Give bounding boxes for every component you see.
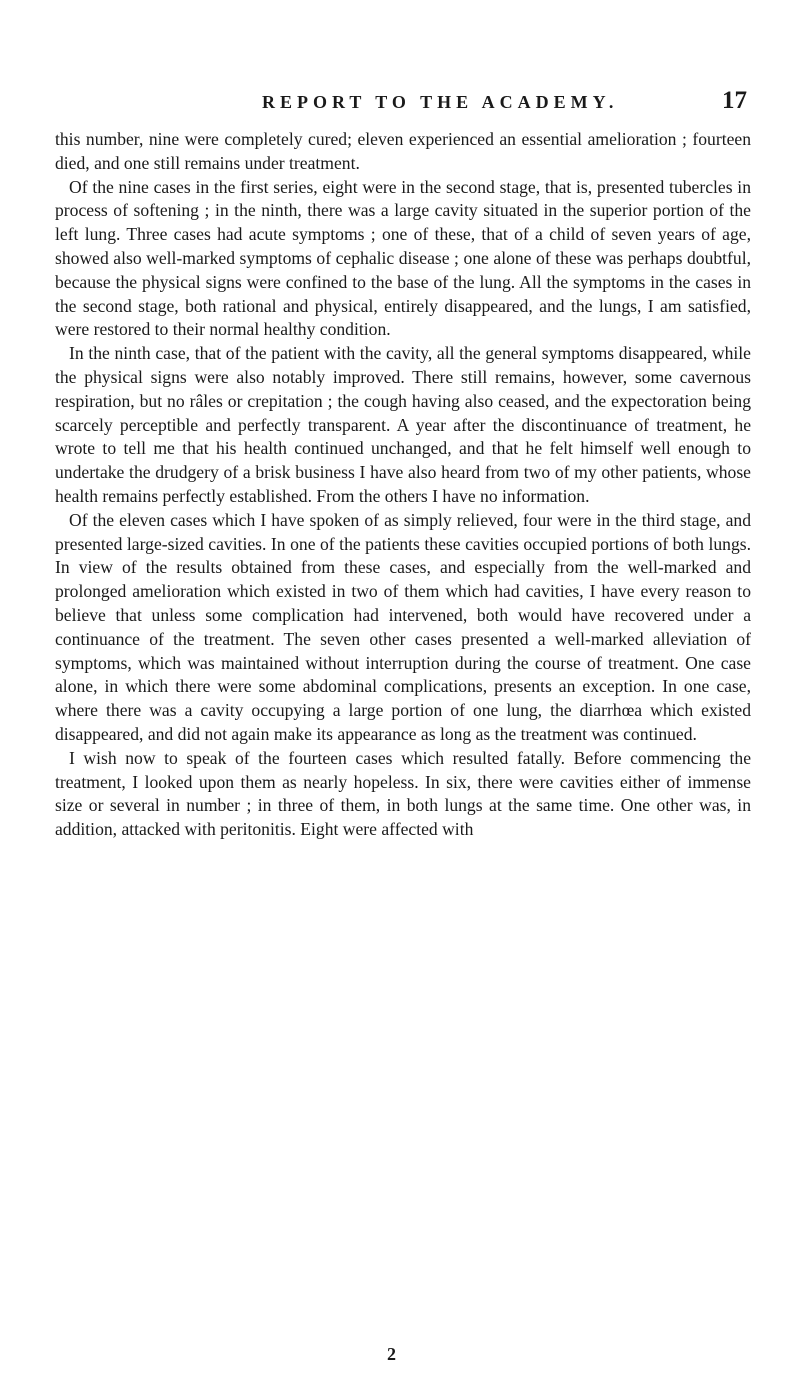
- paragraph-first-series: Of the nine cases in the first series, eight were in the second stage, that is, presented tubercles in process of softening ; in the ninth, there was a large cavity situated in the superior portion of the left lung. Three cases had acute symptoms ; one of these, that of a child of seven years of age, showed also well-marked symptoms of cephalic disease ; one alone of these was perhaps doubtful, because the physical signs were confined to the base of the lung. All the symptoms in the cases in the second stage, both rational and physical, entirely disappeared, and the lungs, I am satisfied, were restored to their normal healthy condition.: [55, 176, 751, 340]
- paragraph-relieved-cases: Of the eleven cases which I have spoken of as simply relieved, four were in the third stage, and presented large-sized cavities. In one of the patients these cavities occupied portions of both lungs. In view of the results obtained from these cases, and especially from the well-marked and prolonged amelioration which existed in two of them which had cavities, I have every reason to believe that unless some complication had intervened, both would have recovered under a continuance of the treatment. The seven other cases presented a well-marked alleviation of symptoms, which was maintained without interruption during the course of treatment. One case alone, in which there were some abdominal complications, presents an exception. In one case, where there was a cavity occupying a large portion of one lung, the diarrhœa which existed disappeared, and did not again make its appearance as long as the treatment was continued.: [55, 509, 751, 744]
- page-number: 17: [722, 87, 747, 114]
- running-head: REPORT TO THE ACADEMY.: [262, 92, 619, 112]
- page-header: [0, 87, 800, 122]
- paragraph-fatal-cases: I wish now to speak of the fourteen cases which resulted fatally. Before commencing the treatment, I looked upon them as nearly hopeless. In six, there were cavities either of immense size or several in number ; in three of them, in both lungs at the same time. One other was, in addition, attacked with peritonitis. Eight were affected with: [55, 747, 751, 840]
- paragraph-continuation: this number, nine were completely cured; eleven experienced an essential amelioration ; fourteen died, and one still remains under treatment.: [55, 129, 751, 173]
- signature-mark: 2: [387, 1344, 396, 1364]
- paragraph-ninth-case: In the ninth case, that of the patient with the cavity, all the general symptoms disappeared, while the physical signs were also notably improved. There still remains, however, some cavernous respiration, but no râles or crepitation ; the cough having also ceased, and the expectoration being scarcely perceptible and perfectly transparent. A year after the discontinuance of treatment, he wrote to tell me that his health continued unchanged, and that he felt himself well enough to undertake the drudgery of a brisk business I have also heard from two of my other patients, whose health remains perfectly established. From the others I have no information.: [55, 343, 751, 506]
- body-text: [55, 128, 751, 842]
